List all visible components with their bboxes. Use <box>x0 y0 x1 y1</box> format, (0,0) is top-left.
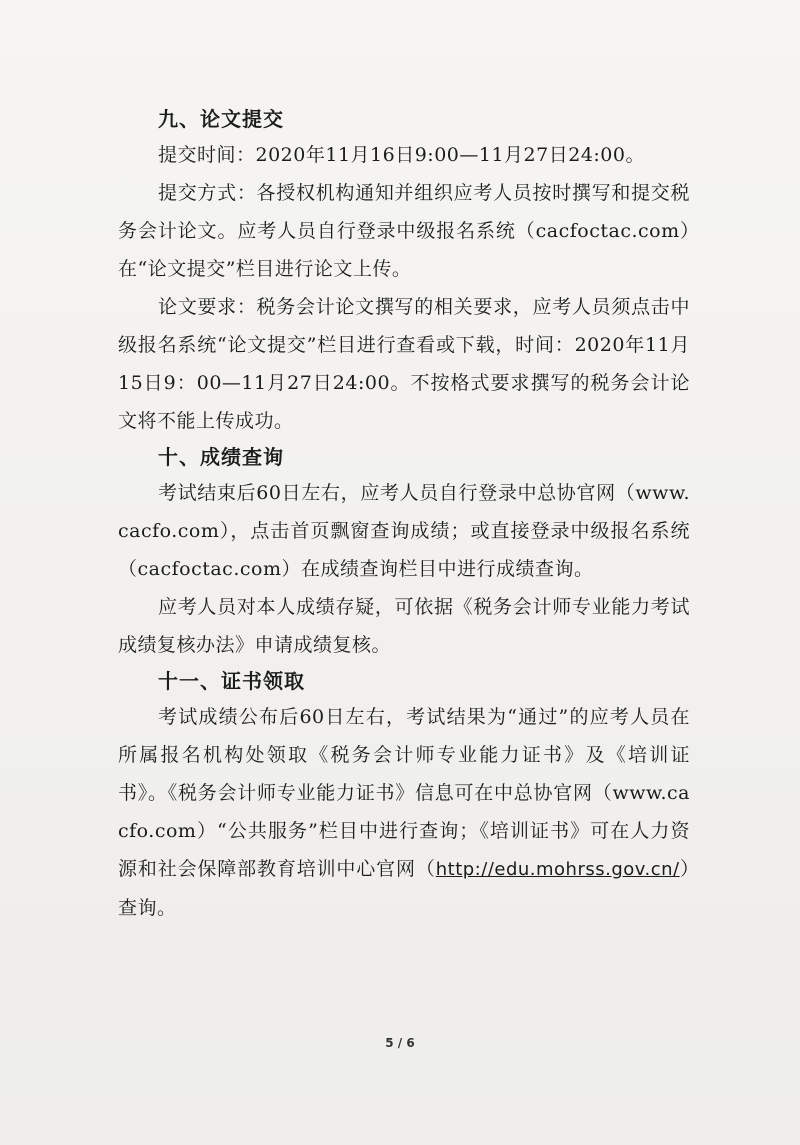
section-nine-submit-time: 提交时间：2020年11月16日9:00—11月27日24:00。 <box>158 144 645 166</box>
section-nine-title: 九、论文提交 <box>158 107 284 131</box>
section-eleven-certificate <box>118 698 690 927</box>
section-ten-title: 十、成绩查询 <box>158 445 284 469</box>
section-eleven-title: 十一、证书领取 <box>158 669 305 693</box>
section-nine-requirements: 论文要求：税务会计论文撰写的相关要求，应考人员须点击中级报名系统“论文提交”栏目进行查看或下载，时间：2020年11月15日9：00—11月27日24:00。不按格式要求撰写的税务会计论文将不能上传成功。 <box>118 296 690 432</box>
section-eleven-certificate-end: ）查询。 <box>118 858 690 919</box>
section-nine-submit-method: 提交方式：各授权机构通知并组织应考人员按时撰写和提交税务会计论文。应考人员自行登录中级报名系统（cacfoctac.com）在“论文提交”栏目进行论文上传。 <box>118 182 690 280</box>
section-ten-score-review: 应考人员对本人成绩存疑，可依据《税务会计师专业能力考试成绩复核办法》申请成绩复核。 <box>118 596 690 656</box>
page-number: 5 / 6 <box>385 1036 415 1050</box>
document-body <box>118 102 690 927</box>
mohrss-link[interactable]: http://edu.mohrss.gov.cn/ <box>435 859 680 880</box>
section-eleven-certificate-text: 考试成绩公布后60日左右，考试结果为“通过”的应考人员在所属报名机构处领取《税务会计师专业能力证书》及《培训证书》。《税务会计师专业能力证书》信息可在中总协官网（www.cacfo.com）“公共服务”栏目中进行查询；《培训证书》可在人力资源和社会保障部教育培训中心官网（ <box>118 706 690 880</box>
section-ten-score-query: 考试结束后60日左右，应考人员自行登录中总协官网（www.cacfo.com），点击首页飘窗查询成绩；或直接登录中级报名系统（cacfoctac.com）在成绩查询栏目中进行成绩查询。 <box>118 482 690 580</box>
